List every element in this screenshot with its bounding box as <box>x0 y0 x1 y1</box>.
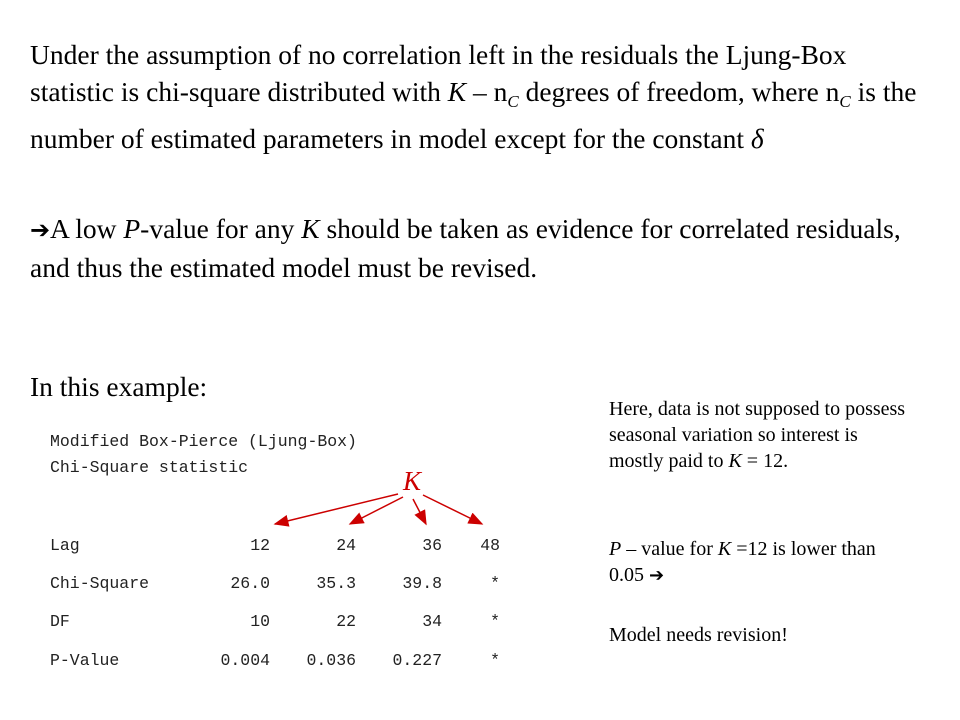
table-row-p-value <box>50 651 510 673</box>
row-label: P-Value <box>50 651 120 670</box>
side-note2-text-b: =12 is lower than 0.05 <box>609 538 876 586</box>
side-note-seasonal <box>609 396 909 474</box>
table-row-chi-square <box>50 574 510 596</box>
side-note-p-value <box>609 536 909 589</box>
paragraph2-text-b: -value for any <box>140 213 302 244</box>
row-label: Chi-Square <box>50 574 150 593</box>
paragraph1-text-b: degrees of freedom, where n <box>518 76 840 107</box>
p-symbol: P <box>123 213 141 244</box>
cell: * <box>490 651 500 670</box>
cell: 10 <box>250 612 270 631</box>
subscript-c: C <box>507 92 519 111</box>
k-symbol: K <box>301 213 320 244</box>
right-arrow-icon: ➔ <box>649 565 665 586</box>
side-note1-text: Here, data is not supposed to possess seasonal variation so interest is mostly paid to <box>609 398 906 472</box>
cell: 0.227 <box>392 651 442 670</box>
side-note1-text-b: = 12. <box>741 450 789 472</box>
cell: 24 <box>336 536 356 555</box>
k-symbol: K <box>447 76 467 107</box>
cell: 36 <box>422 536 442 555</box>
cell: 26.0 <box>230 574 270 593</box>
delta-symbol: δ <box>750 123 764 154</box>
right-arrow-icon: ➔ <box>30 216 51 244</box>
side-note-revision: Model needs revision! <box>609 624 788 646</box>
cell: 34 <box>422 612 442 631</box>
cell: 0.004 <box>220 651 270 670</box>
paragraph2-text-c: should be taken as evidence for correlated residuals, and thus the estimated model must be revised. <box>30 213 901 283</box>
paragraph1-text-c: is the number of estimated parameters in model except for the constant <box>30 76 917 154</box>
subscript-c-2: C <box>839 92 851 111</box>
row-label: DF <box>50 612 70 631</box>
cell: 12 <box>250 536 270 555</box>
box-pierce-title-line2: Chi-Square statistic <box>50 458 249 477</box>
paragraph-in-this-example: In this example: <box>30 371 208 402</box>
row-label: Lag <box>50 536 80 555</box>
cell: 0.036 <box>306 651 356 670</box>
p-symbol: P <box>609 538 622 560</box>
cell: * <box>490 574 500 593</box>
cell: 39.8 <box>402 574 442 593</box>
arrow-to-lag-36 <box>413 499 426 524</box>
k-symbol: K <box>717 538 732 560</box>
cell: 35.3 <box>316 574 356 593</box>
k-symbol: K <box>728 450 742 472</box>
box-pierce-title-line1: Modified Box-Pierce (Ljung-Box) <box>50 432 357 451</box>
table-row-df <box>50 612 510 634</box>
k-label-text: K <box>403 466 422 496</box>
cell: 48 <box>480 536 500 555</box>
cell: 22 <box>336 612 356 631</box>
arrow-to-lag-48 <box>423 495 482 524</box>
k-label <box>403 466 421 497</box>
cell: * <box>490 612 500 631</box>
arrow-to-lag-24 <box>350 497 403 524</box>
paragraph2-text: A low <box>50 213 124 244</box>
paragraph1-text: Under the assumption of no correlation left in the residuals the Ljung-Box statistic is chi-square distributed with <box>30 39 847 107</box>
side-note2-text: – value for <box>621 538 718 560</box>
table-row-lag <box>50 536 510 558</box>
paragraph1-dash: – n <box>466 76 508 107</box>
